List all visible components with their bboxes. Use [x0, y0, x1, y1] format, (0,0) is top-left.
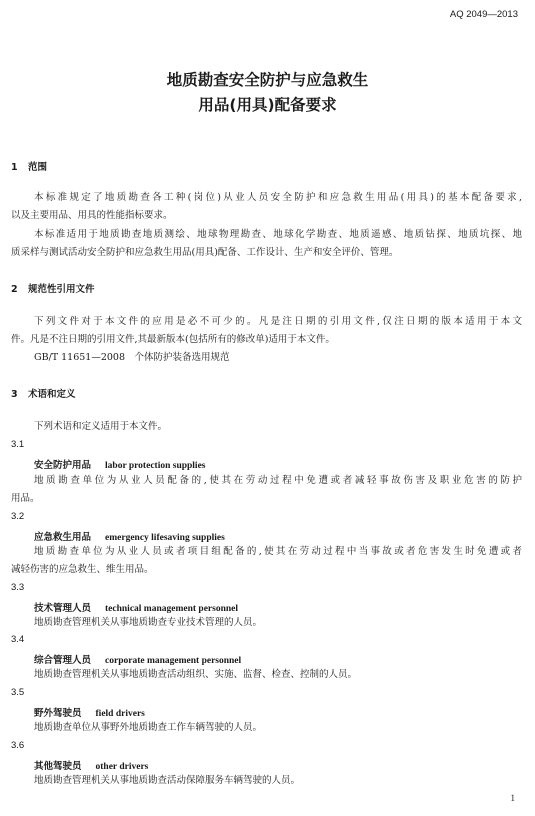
term-en: field drivers — [95, 709, 145, 719]
term-zh: 野外驾驶员 — [34, 708, 82, 719]
term-number: 3.6 — [11, 740, 25, 751]
document-title-line1: 地质勘查安全防护与应急救生 — [166, 71, 369, 89]
term-number: 3.2 — [11, 511, 25, 522]
section-3-heading — [11, 386, 76, 400]
term-heading — [34, 600, 238, 614]
term-number: 3.5 — [11, 687, 25, 698]
term-number: 3.4 — [11, 634, 25, 645]
definition-line: 地质勘查单位为从业人员或者项目组配备的,使其在劳动过程中当事故或者危害发生时免遭或者 — [34, 546, 522, 557]
term-number: 3.3 — [11, 582, 25, 593]
definition-line: 减轻伤害的应急救生、维生用品。 — [11, 564, 154, 575]
paragraph-line: 下列文件对于本文件的应用是必不可少的。凡是注日期的引用文件,仅注日期的版本适用于本文 — [34, 316, 522, 327]
definition-line: 地质勘查管理机关从事地质勘查专业技术管理的人员。 — [34, 617, 263, 628]
paragraph-line: 以及主要用品、用具的性能指标要求。 — [11, 210, 173, 221]
section-number: 3 — [11, 389, 18, 400]
definition-line: 地质勘查管理机关从事地质勘查活动组织、实施、监督、检查、控制的人员。 — [34, 669, 358, 680]
paragraph-line: 下列术语和定义适用于本文件。 — [34, 421, 168, 432]
definition-line: 用品。 — [11, 493, 40, 504]
standard-code: AQ 2049—2013 — [449, 9, 518, 20]
section-title: 范围 — [28, 162, 48, 173]
term-en: labor protection supplies — [105, 461, 206, 471]
section-title: 规范性引用文件 — [28, 284, 95, 295]
term-zh: 技术管理人员 — [34, 603, 92, 614]
section-number: 2 — [11, 284, 18, 295]
paragraph-line: 质采样与测试活动安全防护和应急救生用品(用具)配备、工作设计、生产和安全评价、管理。 — [11, 247, 399, 258]
section-2-heading — [11, 281, 95, 295]
paragraph-line: 件。凡是不注日期的引用文件,其最新版本(包括所有的修改单)适用于本文件。 — [11, 334, 335, 345]
term-heading — [34, 529, 225, 543]
term-en: corporate management personnel — [105, 656, 242, 666]
term-zh: 安全防护用品 — [34, 460, 92, 471]
page-number: 1 — [510, 793, 515, 803]
section-title: 术语和定义 — [28, 389, 76, 400]
term-heading — [34, 457, 206, 471]
definition-line: 地质勘查单位从事野外地质勘查工作车辆驾驶的人员。 — [34, 722, 263, 733]
normative-reference: GB/T 11651—2008 个体防护装备选用规范 — [34, 352, 230, 363]
definition-line: 地质勘查单位为从业人员配备的,使其在劳动过程中免遭或者减轻事故伤害及职业危害的防护 — [34, 475, 522, 486]
term-heading — [34, 758, 148, 772]
term-en: technical management personnel — [105, 604, 239, 614]
term-en: other drivers — [95, 762, 149, 772]
term-zh: 应急救生用品 — [34, 532, 92, 543]
paragraph-line: 本标准适用于地质勘查地质测绘、地球物理勘查、地球化学勘查、地质遥感、地质钻探、地质坑探、地 — [34, 229, 522, 240]
section-number: 1 — [11, 162, 18, 173]
term-zh: 其他驾驶员 — [34, 761, 82, 772]
term-heading — [34, 705, 145, 719]
term-zh: 综合管理人员 — [34, 655, 92, 666]
term-en: emergency lifesaving supplies — [105, 533, 225, 543]
term-heading — [34, 652, 241, 666]
definition-line: 地质勘查管理机关从事地质勘查活动保障服务车辆驾驶的人员。 — [34, 775, 301, 786]
term-number: 3.1 — [11, 439, 25, 450]
paragraph-line: 本标准规定了地质勘查各工种(岗位)从业人员安全防护和应急救生用品(用具)的基本配备要求, — [34, 192, 522, 203]
section-1-heading — [11, 159, 47, 173]
document-title-line2: 用品(用具)配备要求 — [198, 96, 337, 114]
